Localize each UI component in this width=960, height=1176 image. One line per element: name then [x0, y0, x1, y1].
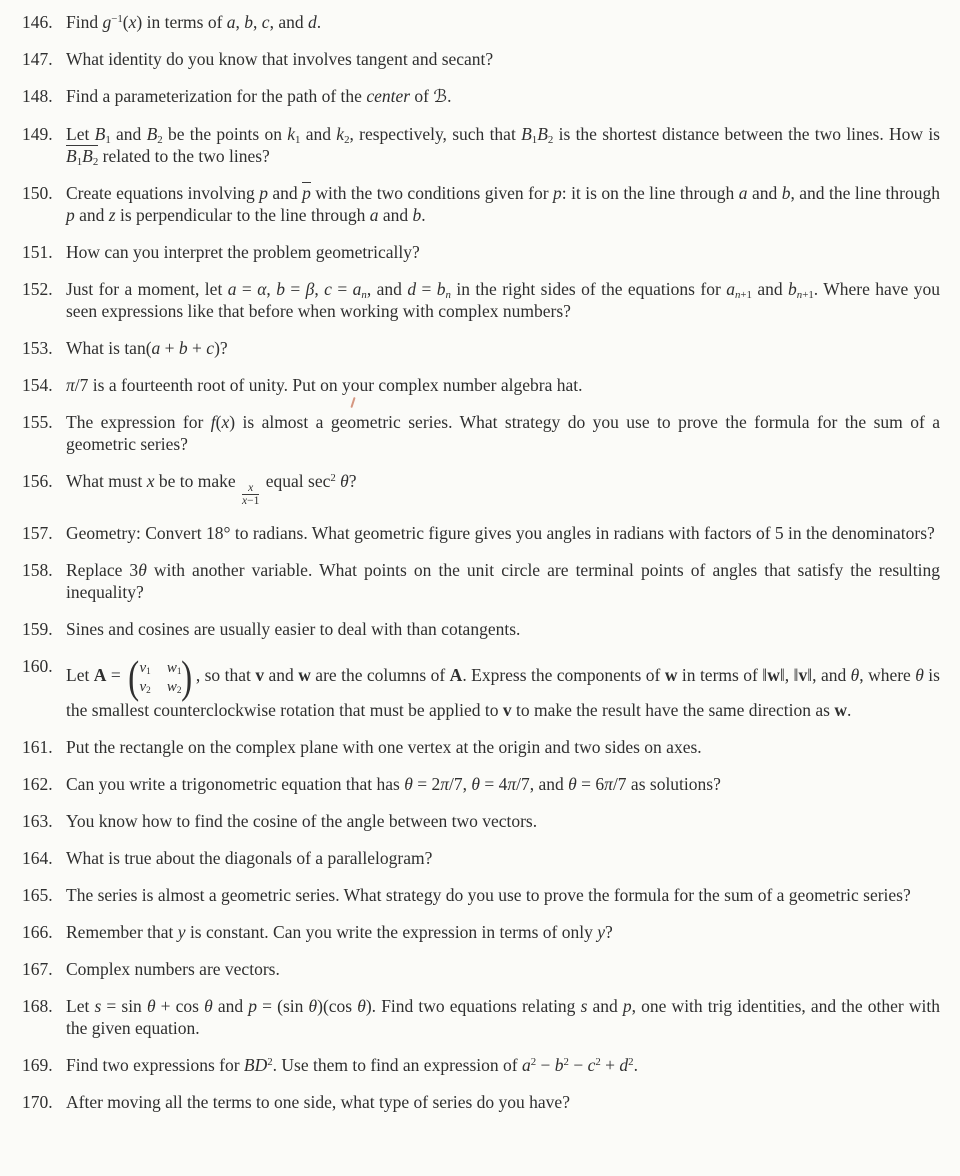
item-text: Create equations involving p and p with the two conditions given for p: it is on the line through a and b, and the line through p and z is perpendicular to the line through a and b. — [66, 183, 940, 225]
matrix-cell: $v_2$ — [139, 678, 151, 697]
item-number: 165. — [22, 885, 53, 905]
item-number: 160. — [22, 656, 53, 676]
item-number: 150. — [22, 183, 53, 203]
list-item — [22, 337, 940, 359]
list-item — [22, 921, 940, 943]
item-number: 162. — [22, 774, 53, 794]
list-item — [22, 470, 940, 507]
item-number: 151. — [22, 242, 53, 262]
item-number: 155. — [22, 412, 53, 432]
item-text: Geometry: Convert 18° to radians. What geometric figure gives you angles in radians with factors of 5 in the denominators? — [66, 523, 935, 543]
list-item — [22, 958, 940, 980]
item-text: How can you interpret the problem geometrically? — [66, 242, 420, 262]
item-number: 147. — [22, 49, 53, 69]
list-item — [22, 411, 940, 455]
list-item — [22, 618, 940, 640]
item-text: You know how to find the cosine of the angle between two vectors. — [66, 811, 538, 831]
item-text: The series is almost a geometric series. What strategy do you use to prove the formula for the sum of a geometric series? — [66, 885, 911, 905]
item-text: Replace 3θ with another variable. What points on the unit circle are terminal points of angles that satisfy the resulting inequality? — [66, 560, 941, 602]
matrix-cell: $w_1$ — [166, 659, 182, 678]
item-text: Complex numbers are vectors. — [66, 959, 280, 979]
item-text: What must x be to make $\frac{x}{x-1}$ equal $\sec^2 \theta$? — [66, 471, 357, 507]
list-item — [22, 559, 940, 603]
item-number: 166. — [22, 922, 53, 942]
list-item — [22, 48, 940, 70]
item-number: 148. — [22, 86, 53, 106]
item-text: What identity do you know that involves tangent and secant? — [66, 49, 494, 69]
item-text: Remember that y is constant. Can you write the expression in terms of only y? — [66, 922, 613, 942]
matrix-left-paren: ( — [128, 651, 140, 702]
item-number: 149. — [22, 124, 53, 144]
overline-expression: $B_1B_2$ — [66, 146, 99, 169]
item-text: Let $B_1$ and $B_2$ be the points on $k_1$ and $k_2$, respectively, such that $B_1B_2$ is the shortest distance between the two lines. How is $B_1B_2$ related to the two lines? — [66, 124, 940, 169]
item-text: The expression for f(x) is almost a geometric series. What strategy do you use to prove the formula for the sum of a geometric series? — [66, 412, 940, 454]
list-item — [22, 651, 940, 721]
list-item — [22, 810, 940, 832]
matrix-cell: $w_2$ — [166, 678, 182, 697]
list-item — [22, 736, 940, 758]
item-text: Find a parameterization for the path of the center of ℬ. — [66, 86, 452, 107]
item-text: Let s = sin θ + cos θ and p = (sin θ)(cos θ). Find two equations relating s and p, one with trig identities, and the other with the given equation. — [66, 996, 940, 1038]
hint-list — [22, 11, 940, 1113]
list-item — [22, 522, 940, 544]
list-item — [22, 884, 940, 906]
item-number: 169. — [22, 1055, 53, 1075]
item-text: π/7 is a fourteenth root of unity. Put on your complex number algebra hat. — [66, 375, 583, 395]
list-item — [22, 123, 940, 167]
matrix-right-paren: ) — [181, 651, 193, 702]
list-item — [22, 278, 940, 322]
matrix-2x2 — [126, 651, 195, 702]
item-text: Sines and cosines are usually easier to deal with than cotangents. — [66, 619, 521, 639]
item-text: Let A = ( $v_1$ $w_1$ $v_2$ $w_2$ ) , so that v and w are the columns of A. Express the components of w in terms of ‖w‖, ‖v‖, and θ, where θ is the smallest counterclockwise rotation that must be applied to v to make the result have the same direction as w. — [66, 651, 940, 720]
item-number: 163. — [22, 811, 53, 831]
item-number: 167. — [22, 959, 53, 979]
item-number: 168. — [22, 996, 53, 1016]
list-item — [22, 847, 940, 869]
item-number: 164. — [22, 848, 53, 868]
item-number: 156. — [22, 471, 53, 491]
item-text: Find two expressions for $BD^2$. Use them to find an expression of $a^2 - b^2 - c^2 + d^2$. — [66, 1055, 638, 1075]
item-number: 159. — [22, 619, 53, 639]
list-item — [22, 182, 940, 226]
item-number: 161. — [22, 737, 53, 757]
item-number: 153. — [22, 338, 53, 358]
item-text: What is tan(a + b + c)? — [66, 338, 228, 358]
item-number: 158. — [22, 560, 53, 580]
item-number: 157. — [22, 523, 53, 543]
list-item — [22, 241, 940, 263]
item-text: After moving all the terms to one side, what type of series do you have? — [66, 1092, 570, 1112]
list-item — [22, 1091, 940, 1113]
item-number: 146. — [22, 12, 53, 32]
list-item — [22, 374, 940, 396]
list-item — [22, 773, 940, 795]
fraction: $\frac{x}{x-1}$ — [242, 482, 260, 507]
item-number: 154. — [22, 375, 53, 395]
list-item — [22, 1054, 940, 1076]
list-item — [22, 85, 940, 108]
matrix-entries — [139, 659, 181, 696]
list-item — [22, 11, 940, 33]
matrix-cell: $v_1$ — [139, 659, 151, 678]
overline-expression: p — [302, 183, 311, 203]
list-item — [22, 995, 940, 1039]
item-number: 152. — [22, 279, 53, 299]
item-text: Just for a moment, let a = α, b = β, $c = a_n$, and $d = b_n$ in the right sides of the equations for $a_{n+1}$ and $b_{n+1}$. Where have you seen expressions like that before when working with complex numbers? — [66, 279, 940, 321]
item-text: Find $g^{-1}(x)$ in terms of a, b, c, and d. — [66, 12, 322, 32]
item-text: Put the rectangle on the complex plane with one vertex at the origin and two sides on axes. — [66, 737, 702, 757]
item-text: What is true about the diagonals of a parallelogram? — [66, 848, 433, 868]
item-number: 170. — [22, 1092, 53, 1112]
item-text: Can you write a trigonometric equation that has θ = 2π/7, θ = 4π/7, and θ = 6π/7 as solutions? — [66, 774, 721, 794]
